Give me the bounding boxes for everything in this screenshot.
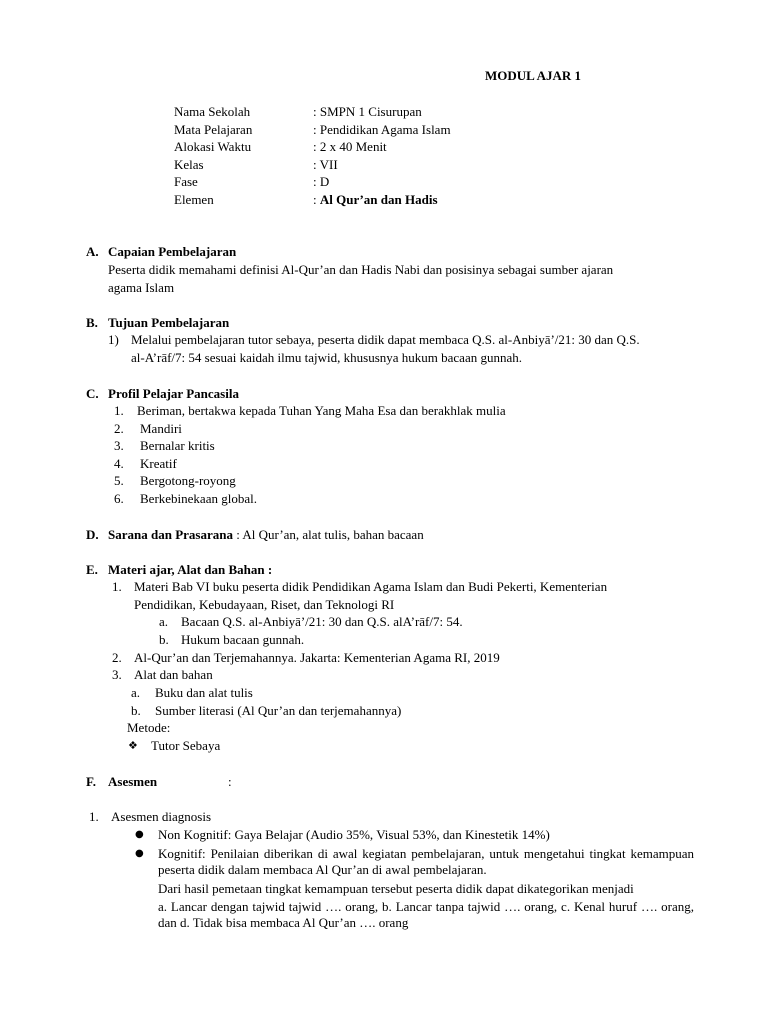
list-item: Materi Bab VI buku peserta didik Pendidikan Agama Islam dan Budi Pekerti, Kementerian	[134, 579, 608, 594]
list-item: Bernalar kritis	[140, 438, 215, 453]
metode-label: Metode:	[127, 720, 171, 735]
list-item: Mandiri	[140, 421, 182, 436]
section-b-text: Melalui pembelajaran tutor sebaya, peserta didik dapat membaca Q.S. al-Anbiyā’/21: 30 dan Q.S.	[131, 332, 640, 347]
list-number: 3.	[112, 667, 122, 682]
section-d-letter: D.	[86, 527, 99, 542]
bullet-icon: ●	[135, 829, 144, 840]
list-item: Pendidikan, Kebudayaan, Riset, dan Teknologi RI	[134, 597, 395, 612]
sub-item: Hukum bacaan gunnah.	[181, 632, 305, 647]
list-number: 2.	[114, 421, 124, 436]
identity-colon: :	[313, 192, 320, 207]
list-number: 1.	[112, 579, 122, 594]
identity-value: : SMPN 1 Cisurupan	[313, 104, 422, 119]
identity-value: : D	[313, 174, 330, 189]
sub-item: Bacaan Q.S. al-Anbiyā’/21: 30 dan Q.S. alA’rāf/7: 54.	[181, 614, 463, 629]
section-a-heading: Capaian Pembelajaran	[108, 244, 237, 259]
section-a-text: Peserta didik memahami definisi Al-Qur’an dan Hadis Nabi dan posisinya sebagai sumber ajaran	[108, 262, 614, 277]
section-a-letter: A.	[86, 244, 99, 259]
list-number: 1)	[108, 332, 119, 347]
list-item: Kreatif	[140, 456, 177, 471]
section-b-heading: Tujuan Pembelajaran	[108, 315, 230, 330]
section-d-heading: Sarana dan Prasarana	[108, 527, 233, 542]
identity-label: Nama Sekolah	[174, 104, 251, 119]
bullet-item-paragraph: Dari hasil pemetaan tingkat kemampuan tersebut peserta didik dapat dikategorikan menjadi	[158, 881, 634, 896]
section-f-letter: F.	[86, 774, 96, 789]
identity-label: Alokasi Waktu	[174, 139, 252, 154]
list-number: 2.	[112, 650, 122, 665]
list-number: 3.	[114, 438, 124, 453]
identity-label: Fase	[174, 174, 198, 189]
identity-value: : Pendidikan Agama Islam	[313, 122, 451, 137]
bullet-item: Non Kognitif: Gaya Belajar (Audio 35%, Visual 53%, dan Kinestetik 14%)	[158, 827, 550, 842]
bullet-item-paragraph: Kognitif: Penilaian diberikan di awal kegiatan pembelajaran, untuk mengetahui tingkat kemampuan peserta didik dalam membaca Al Qur’an di awal pembelajaran.	[158, 846, 694, 877]
list-item: Al-Qur’an dan Terjemahannya. Jakarta: Kementerian Agama RI, 2019	[134, 650, 500, 665]
list-number: 1.	[114, 403, 124, 418]
list-number: 1.	[89, 809, 99, 824]
identity-value: : 2 x 40 Menit	[313, 139, 387, 154]
list-item: Berkebinekaan global.	[140, 491, 257, 506]
section-d-line	[108, 527, 424, 543]
identity-value-bold: Al Qur’an dan Hadis	[319, 192, 438, 207]
list-item: Beriman, bertakwa kepada Tuhan Yang Maha Esa dan berakhlak mulia	[137, 403, 506, 418]
list-item: Bergotong-royong	[140, 473, 236, 488]
sub-letter: b.	[131, 703, 141, 718]
list-number: 6.	[114, 491, 124, 506]
identity-label: Elemen	[174, 192, 214, 207]
section-b-text: al-A’rāf/7: 54 sesuai kaidah ilmu tajwid, khususnya hukum bacaan gunnah.	[131, 350, 522, 365]
section-c-letter: C.	[86, 386, 99, 401]
section-a-text: agama Islam	[108, 280, 175, 295]
sub-item: Sumber literasi (Al Qur’an dan terjemahannya)	[155, 703, 402, 718]
identity-label: Kelas	[174, 157, 204, 172]
identity-value: : VII	[313, 157, 338, 172]
identity-label: Mata Pelajaran	[174, 122, 253, 137]
bullet-item-paragraph: a. Lancar dengan tajwid tajwid …. orang, b. Lancar tanpa tajwid …. orang, c. Kenal huruf …. orang, dan d. Tidak bisa membaca Al Qur’an …. orang	[158, 899, 694, 930]
list-number: 5.	[114, 473, 124, 488]
section-e-heading: Materi ajar, Alat dan Bahan :	[108, 562, 273, 577]
section-e-letter: E.	[86, 562, 98, 577]
list-item: Asesmen diagnosis	[111, 809, 212, 824]
diamond-bullet-icon: ❖	[128, 739, 138, 752]
list-number: 4.	[114, 456, 124, 471]
section-d-text: : Al Qur’an, alat tulis, bahan bacaan	[232, 527, 424, 542]
list-item: Alat dan bahan	[134, 667, 213, 682]
sub-letter: a.	[131, 685, 141, 700]
sub-letter: a.	[159, 614, 169, 629]
section-f-heading: Asesmen	[108, 774, 158, 789]
section-b-letter: B.	[86, 315, 98, 330]
section-f-colon: :	[228, 774, 232, 789]
metode-item: Tutor Sebaya	[151, 738, 221, 753]
page-title: MODUL AJAR 1	[485, 68, 582, 83]
section-c-heading: Profil Pelajar Pancasila	[108, 386, 239, 401]
bullet-icon: ●	[135, 848, 144, 859]
identity-value	[313, 192, 438, 208]
sub-item: Buku dan alat tulis	[155, 685, 253, 700]
sub-letter: b.	[159, 632, 169, 647]
